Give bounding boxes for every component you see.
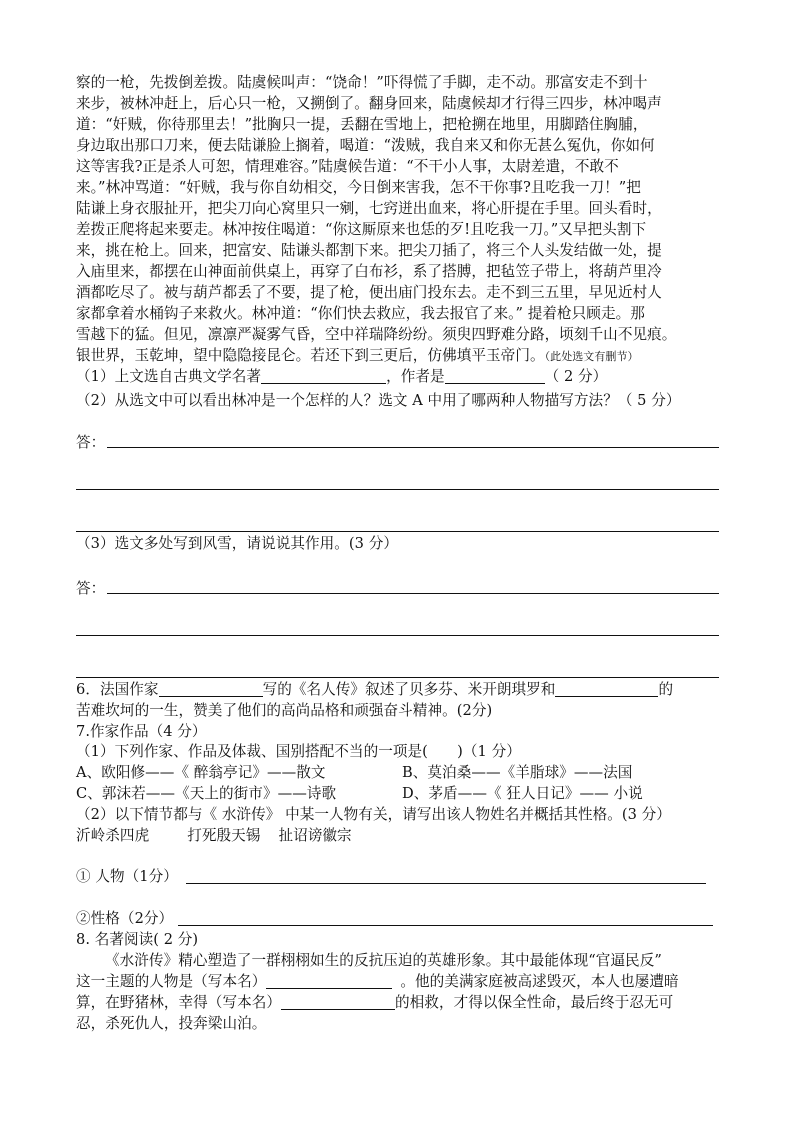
person-row: [76, 866, 721, 887]
french-writer-blank[interactable]: [159, 682, 263, 697]
trait-label: ②性格（2分）: [76, 910, 174, 927]
question-8-part: 的相救，才得以保全性命，最后终于忍无可: [395, 994, 674, 1011]
answer-line[interactable]: [76, 635, 719, 636]
plot-list: [76, 825, 721, 846]
options-row: [76, 783, 721, 804]
passage-line: 来，挑在枪上。回来，把富安、陆谦头都割下来。把尖刀插了，将三个人头发结做一处，提: [76, 242, 662, 259]
hero-name-blank[interactable]: [266, 974, 392, 989]
answer-line[interactable]: [76, 531, 719, 532]
option-a[interactable]: A、欧阳修——《 醉翁亭记》——散文: [76, 764, 326, 781]
question-8-part: 算，在野猪林，幸得（写本名）: [76, 994, 282, 1011]
question-6-cont: 苦难坎坷的一生，赞美了他们的高尚品格和顽强奋斗精神。(2分): [76, 702, 493, 719]
question-6-text: 写的《名人传》叙述了贝多芬、米开朗琪罗和: [262, 681, 556, 698]
question-7-title: 7.作家作品（4 分）: [76, 723, 207, 740]
answer-line[interactable]: [107, 447, 719, 448]
passage-line: [76, 345, 721, 367]
passage-line: 酒都吃尽了。被与葫芦都丢了不要，提了枪，便出庙门投东去。走不到三五里，早见近村人: [76, 284, 662, 301]
passage-line: 陆谦上身衣服扯开，把尖刀向心窝里只一剜，七窍迸出血来，将心肝提在手里。回头看时，: [76, 200, 662, 217]
rescuer-name-blank[interactable]: [281, 995, 395, 1010]
question-8-text: 《水浒传》精心塑造了一群栩栩如生的反抗压迫的英雄形象。其中最能体现“官逼民反”: [105, 952, 662, 969]
question-8-part: 。他的美满家庭被高逑毁灭，本人也屡遭暗: [400, 973, 679, 990]
question-3: （3）选文多处写到风雪，请说说其作用。(3 分）: [76, 535, 398, 552]
passage-line: 道：“奸贼，你待那里去！”批胸只一提，丢翻在雪地上，把枪搠在地里，用脚踏住胸脯，: [76, 116, 648, 133]
person-label: ① 人物（1分）: [76, 868, 178, 885]
passage-text: 银世界，玉乾坤，望中隐隐接昆仑。若还下到三更后，仿佛填平玉帝门。: [76, 347, 545, 364]
question-8-title: 8. 名著阅读( 2 分): [76, 931, 199, 948]
answer-label: 答：: [76, 434, 106, 451]
passage-line: 来步，被林冲赶上，后心只一枪，又搠倒了。翻身回来，陆虞候却才行得三四步，林冲喝声: [76, 95, 662, 112]
option-c[interactable]: C、郭沫若——《天上的街市》——诗歌: [76, 785, 337, 802]
book-name-blank[interactable]: [261, 369, 386, 384]
author-blank[interactable]: [445, 369, 545, 384]
plot-item: 沂岭杀四虎: [76, 827, 150, 844]
passage-line: 来。”林冲骂道：“奸贼，我与你自幼相交，今日倒来害我，怎不干你事?且吃我一刀！”把: [76, 179, 641, 196]
question-7-1: （1）下列作家、作品及体裁、国别搭配不当的一项是( )（1 分）: [76, 743, 521, 760]
plot-item: 扯诏谤徽宗: [278, 827, 352, 844]
question-7-2: （2）以下情节都与《 水浒传》 中某一人物有关，请写出该人物姓名并概括其性格。(3 分）: [76, 806, 671, 823]
question-6: [76, 679, 721, 700]
passage-line: 察的一枪，先拨倒差拨。陆虞候叫声：“饶命！”吓得慌了手脚，走不动。那富安走不到十: [76, 74, 648, 91]
passage-line: 入庙里来，都摆在山神面前供桌上，再穿了白布衫，系了搭膊，把毡笠子带上，将葫芦里冷: [76, 263, 662, 280]
question-1-author-text: ，作者是: [386, 368, 445, 385]
question-8-part: 这一主题的人物是（写本名）: [76, 973, 267, 990]
deletion-note: （此处选文有删节）: [544, 350, 639, 363]
passage-line: 家都拿着水桶钩子来救火。林冲道：“你们快去救应，我去报官了来。” 提着枪只顾走。那: [76, 305, 645, 322]
question-8-text: 忍，杀死仇人，投奔梁山泊。: [76, 1015, 267, 1032]
passage-line: 差拨正爬将起来要走。林冲按住喝道：“你这厮原来也恁的歹!且吃我一刀。”又早把头割下: [76, 221, 647, 238]
question-2: （2）从选文中可以看出林冲是一个怎样的人？选文 A 中用了哪两种人物描写方法？（ 5 分）: [76, 392, 681, 409]
person-answer-line[interactable]: [186, 883, 706, 884]
answer-line[interactable]: [76, 489, 719, 490]
trait-row: [76, 908, 721, 929]
plot-item: 打死殷天锡: [187, 827, 261, 844]
passage-line: 雪越下的猛。但见，凛凛严凝雾气昏，空中祥瑞降纷纷。须臾四野难分路，顷刻千山不见痕。: [76, 326, 677, 343]
answer-line[interactable]: [107, 593, 719, 594]
question-6-text: 的: [658, 681, 674, 698]
trait-answer-line[interactable]: [178, 925, 713, 926]
option-b[interactable]: B、莫泊桑——《羊脂球》——法国: [402, 764, 633, 781]
question-8-text: [76, 971, 721, 992]
passage-line: 这等害我?正是杀人可恕，情理难容。”陆虞候告道：“不干小人事，太尉差遣，不敢不: [76, 158, 619, 175]
question-1: [76, 366, 721, 387]
answer-line[interactable]: [76, 677, 719, 678]
option-d[interactable]: D、茅盾——《 狂人日记》—— 小说: [402, 785, 643, 802]
question-1-text: （1）上文选自古典文学名著: [76, 368, 262, 385]
question-1-score: （ 2 分）: [544, 368, 608, 385]
answer-label: 答：: [76, 580, 106, 597]
passage-line: 身边取出那口刀来，便去陆谦脸上搁着，喝道：“泼贼，我自来又和你无甚么冤仇，你如何: [76, 137, 655, 154]
person-blank[interactable]: [555, 682, 658, 697]
question-8-text: [76, 992, 721, 1013]
question-6-text: 6．法国作家: [76, 681, 159, 698]
options-row: [76, 762, 721, 783]
